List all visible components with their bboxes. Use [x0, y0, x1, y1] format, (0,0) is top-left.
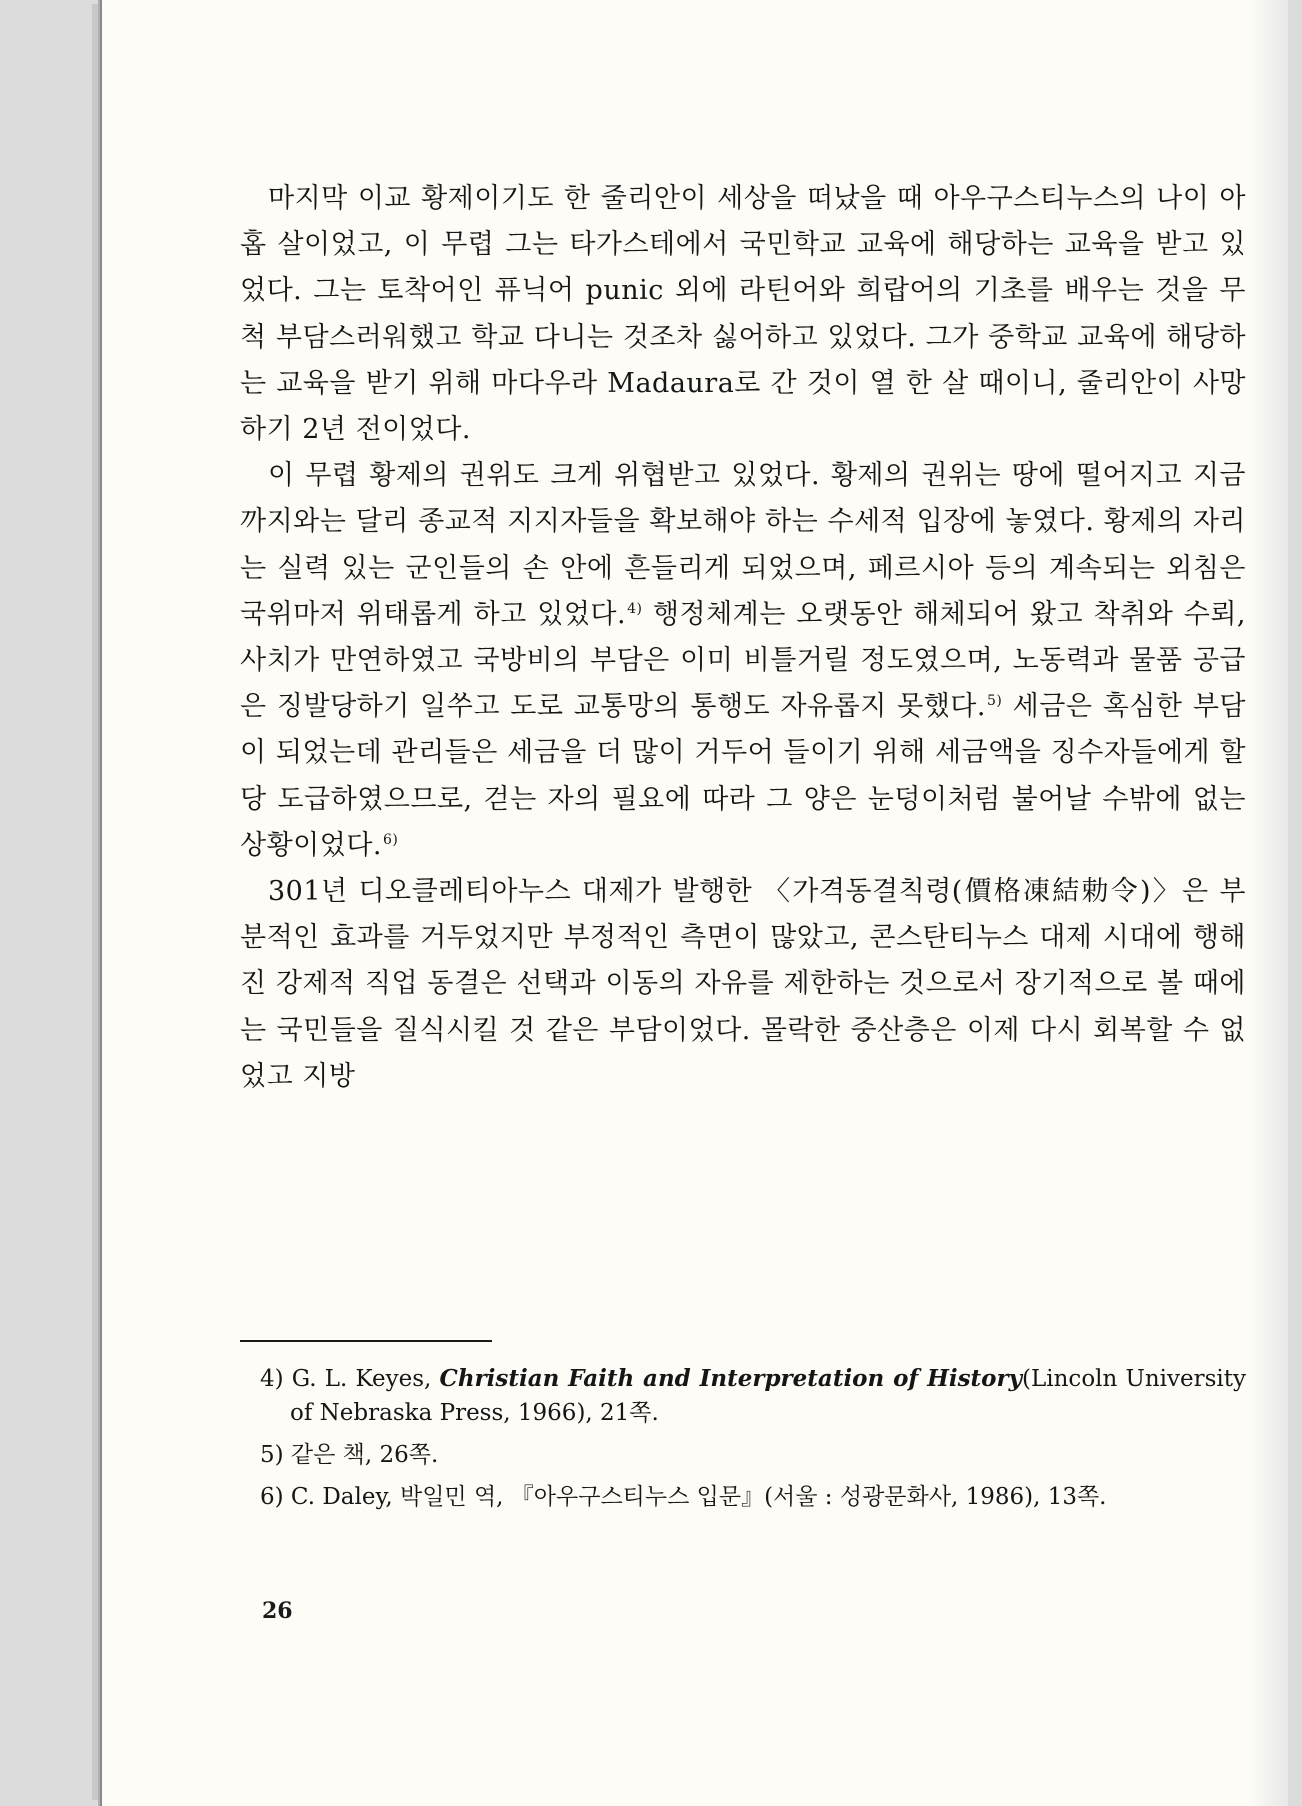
footnote-item	[260, 1480, 1246, 1514]
paragraph-text: 세금은 혹심한 부담이 되었는데 관리들은 세금을 더 많이 거두어 들이기 위해 세금액을 징수자들에게 할당 도급하였으므로, 걷는 자의 필요에 따라 그 양은 눈덩이처럼 불어날 수밖에 없는 상황이었다.	[240, 691, 1246, 861]
body-paragraph	[240, 869, 1246, 1100]
footnote-text: 6) C. Daley, 박일민 역, 『아우구스티누스 입문』(서울 : 성광문화사, 1986), 13쪽.	[260, 1484, 1107, 1510]
footnote-reference: 6)	[383, 831, 399, 848]
page-edge-shade	[1248, 0, 1288, 1806]
footnotes	[260, 1362, 1246, 1522]
footnote-divider	[240, 1340, 492, 1342]
footnote-text: 4) G. L. Keyes,	[260, 1366, 440, 1392]
paragraph-text: 이 무렵 황제의 권위도 크게 위협받고 있었다. 황제의 권위는 땅에 떨어지고 지금까지와는 달리 종교적 지지자들을 확보해야 하는 수세적 입장에 놓였다. 황제의 자리는 실력 있는 군인들의 손 안에 흔들리게 되었으며, 페르시아 등의 계속되는 외침은 국위마저 위태롭게 하고 있었다.	[240, 460, 1246, 630]
footnote-item	[260, 1438, 1246, 1472]
cited-title: Christian Faith and Interpretation of History	[439, 1365, 1023, 1392]
footnote-reference: 5)	[986, 693, 1003, 710]
page-number: 26	[262, 1598, 293, 1624]
book-page	[100, 0, 1288, 1806]
paragraph-text: 301년 디오클레티아누스 대제가 발행한 〈가격동결칙령(價格凍結勅令)〉은 부분적인 효과를 거두었지만 부정적인 측면이 많았고, 콘스탄티누스 대제 시대에 행해진 강제적 직업 동결은 선택과 이동의 자유를 제한하는 것으로서 장기적으로 볼 때에는 국민들을 질식시킬 것 같은 부담이었다. 몰락한 중산층은 이제 다시 회복할 수 없었고 지방	[240, 876, 1246, 1092]
body-paragraph	[240, 176, 1246, 453]
paragraph-text: 행정체계는 오랫동안 해체되어 왔고 착취와 수뢰, 사치가 만연하였고 국방비의 부담은 이미 비틀거릴 정도였으며, 노동력과 물품 공급은 징발당하기 일쑤고 도로 교통망의 통행도 자유롭지 못했다.	[240, 598, 1246, 723]
paragraph-text: 마지막 이교 황제이기도 한 줄리안이 세상을 떠났을 때 아우구스티누스의 나이 아홉 살이었고, 이 무렵 그는 타가스테에서 국민학교 교육에 해당하는 교육을 받고 있었다. 그는 토착어인 퓨닉어 punic 외에 라틴어와 희랍어의 기초를 배우는 것을 무척 부담스러워했고 학교 다니는 것조차 싫어하고 있었다. 그가 중학교 교육에 해당하는 교육을 받기 위해 마다우라 Madaura로 간 것이 열 한 살 때이니, 줄리안이 사망하기 2년 전이었다.	[240, 183, 1246, 446]
body-text	[240, 176, 1246, 1100]
footnote-reference: 4)	[627, 600, 643, 617]
footnote-text: (Lincoln University of Nebraska Press, 1966), 21쪽.	[290, 1366, 1247, 1426]
body-paragraph	[240, 453, 1246, 869]
footnote-item	[260, 1362, 1246, 1430]
footnote-text: 5) 같은 책, 26쪽.	[260, 1442, 439, 1468]
